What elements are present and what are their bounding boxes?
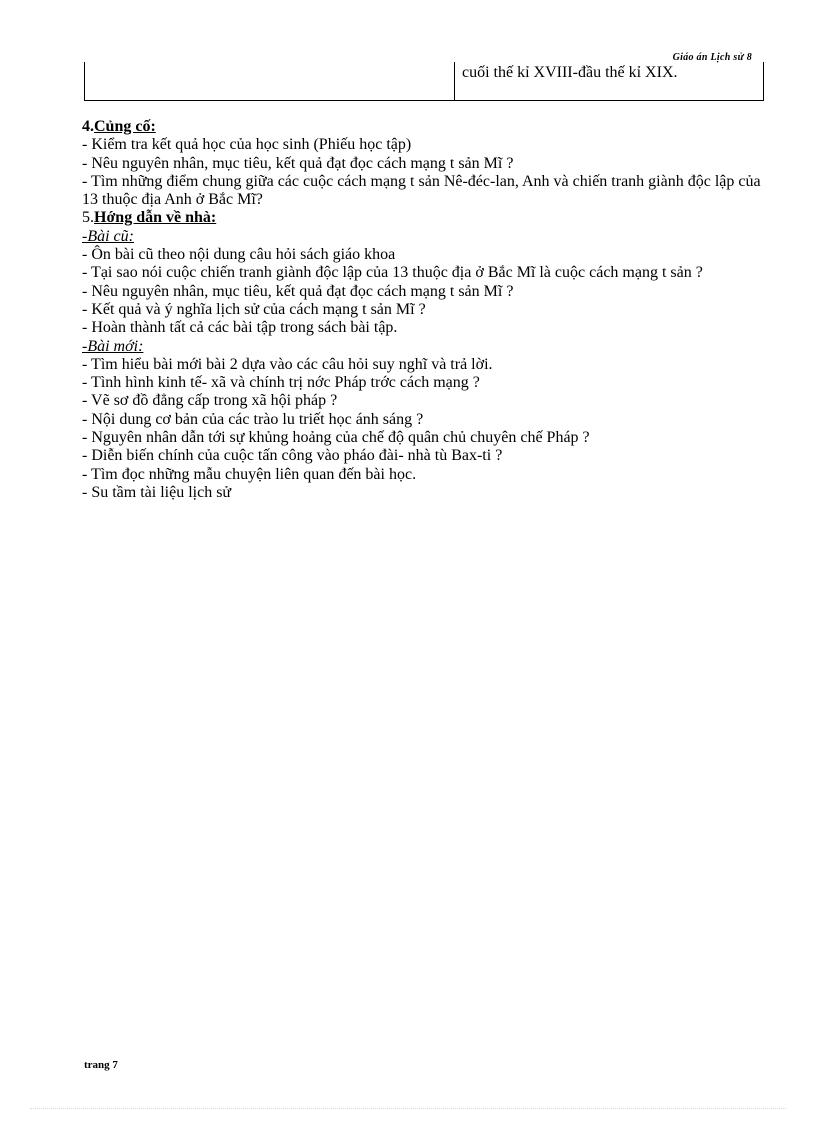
section5-title: Hớng dẫn về nhà:	[94, 209, 217, 227]
new-lesson-line: - Tình hình kinh tế- xã và chính trị nớc Pháp trớc cách mạng ?	[82, 374, 480, 392]
section4-title: Củng cố:	[94, 118, 156, 135]
page-number: trang 7	[84, 1059, 118, 1071]
new-lesson-line: - Tìm hiểu bài mới bài 2 dựa vào các câu hỏi suy nghĩ và trả lời.	[82, 355, 493, 373]
document-body	[82, 118, 770, 502]
section4-line: - Nêu nguyên nhân, mục tiêu, kết quả đạt đọc cách mạng t sản Mĩ ?	[82, 154, 514, 172]
table-fragment	[84, 62, 764, 101]
old-lesson-line: - Kết quả và ý nghĩa lịch sử của cách mạng t sản Mĩ ?	[82, 300, 426, 318]
section4-heading	[82, 118, 770, 136]
section5-number: 5.	[82, 209, 94, 227]
old-lesson-line: - Ôn bài cũ theo nội dung câu hỏi sách giáo khoa	[82, 246, 396, 264]
bottom-rule	[30, 1108, 786, 1109]
new-lesson-line: - Nguyên nhân dẫn tới sự khủng hoảng của chế độ quân chủ chuyên chế Pháp ?	[82, 429, 590, 447]
new-lesson-label: -Bài mới:	[82, 337, 144, 355]
header-mark: Giáo án Lịch sử 8	[672, 52, 752, 63]
old-lesson-line: - Hoàn thành tất cả các bài tập trong sách bài tập.	[82, 319, 398, 337]
section4-line: - Tìm những điểm chung giữa các cuộc cách mạng t sản Nê-đéc-lan, Anh và chiến tranh giành độc lập của 13 thuộc địa Anh ở Bắc Mĩ?	[82, 172, 761, 209]
old-lesson-line: - Nêu nguyên nhân, mục tiêu, kết quả đạt đọc cách mạng t sản Mĩ ?	[82, 282, 514, 300]
new-lesson-line: - Nội dung cơ bản của các trào lu triết học ánh sáng ?	[82, 410, 424, 428]
old-lesson-label: -Bài cũ:	[82, 227, 134, 245]
new-lesson-line: - Tìm đọc những mẫu chuyện liên quan đến bài học.	[82, 465, 417, 483]
new-lesson-line: - Vẽ sơ đồ đẳng cấp trong xã hội pháp ?	[82, 392, 338, 410]
section5-heading	[82, 209, 770, 227]
table-column-divider	[454, 62, 455, 100]
old-lesson-line: - Tại sao nói cuộc chiến tranh giành độc lập của 13 thuộc địa ở Bắc Mĩ là cuộc cách mạng t sản ?	[82, 264, 703, 282]
new-lesson-line: - Diễn biến chính của cuộc tấn công vào pháo đài- nhà tù Bax-ti ?	[82, 447, 503, 465]
section4-number: 4.	[82, 118, 94, 135]
section4-line: - Kiểm tra kết quả học của học sinh (Phiếu học tập)	[82, 136, 412, 154]
new-lesson-line: - Su tầm tài liệu lịch sử	[82, 483, 232, 501]
table-right-cell: cuối thế kỉ XVIII-đầu thế kỉ XIX.	[462, 64, 678, 81]
